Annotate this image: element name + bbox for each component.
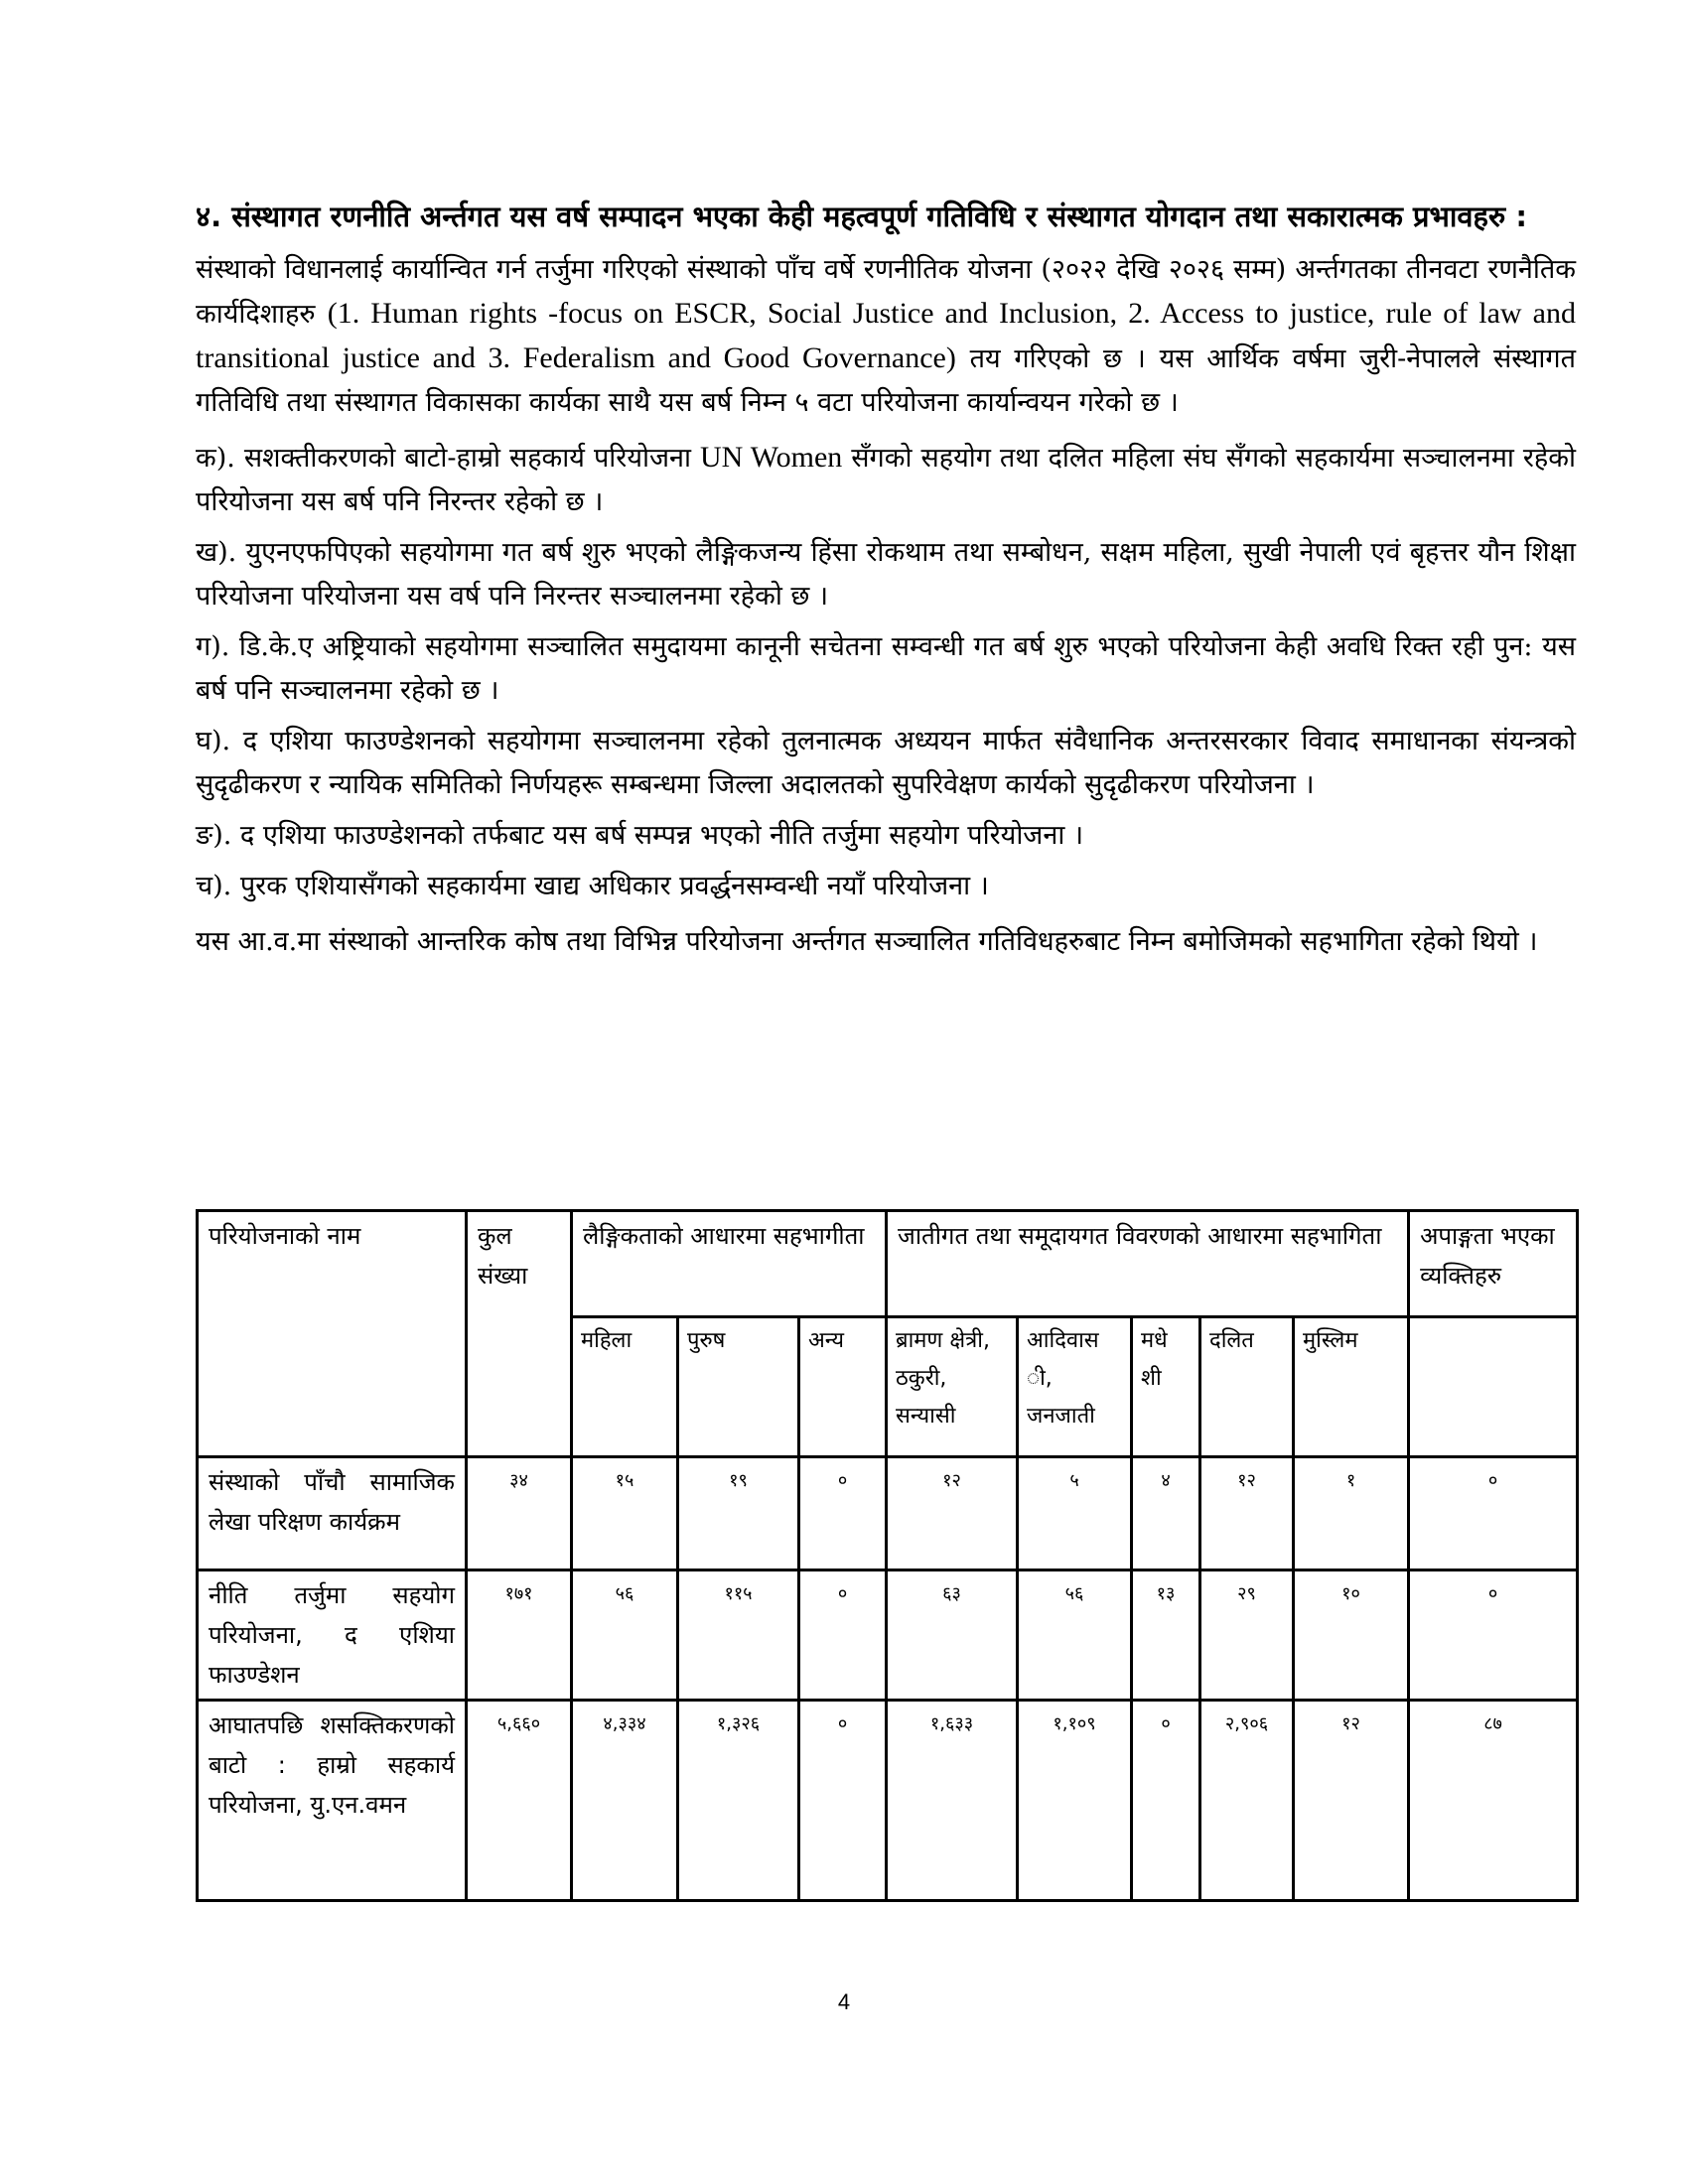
cell-total: ३४ — [467, 1457, 572, 1570]
cell-project-name: संस्थाको पाँचौ सामाजिक लेखा परिक्षण कार्यक्रम — [198, 1457, 467, 1570]
cell-muslim: १ — [1294, 1457, 1409, 1570]
project-text: ग). डि.के.ए अष्ट्रियाको सहयोगमा सञ्चालित समुदायमा कानूनी सचेतना सम्वन्धी गत बर्ष शुरु भएको परियोजना केही अवधि रिक्त रही पुन: यस बर्ष पनि सञ्चालनमा रहेको छ । — [196, 631, 1576, 706]
cell-brahmin: १२ — [887, 1457, 1018, 1570]
document-body — [196, 195, 1576, 975]
intro-text-part1: संस्थाको विधानलाई कार्यान्वित गर्न तर्जुमा गरिएको संस्थाको पाँच वर्षे रणनीतिक योजना (२०२२ देखि २०२६ सम्म) अर्न्तगतका तीनवटा रणनैतिक कार्यदिशाहरु — [196, 254, 1576, 330]
cell-muslim: १२ — [1294, 1701, 1409, 1901]
cell-disability: ८७ — [1409, 1701, 1578, 1901]
cell-brahmin: १,६३३ — [887, 1701, 1018, 1901]
header-caste-group: जातीगत तथा समूदायगत विवरणको आधारमा सहभागिता — [887, 1211, 1409, 1317]
cell-madhesi: ० — [1132, 1701, 1200, 1901]
intro-paragraph — [196, 248, 1576, 425]
cell-adibasi: ५६ — [1018, 1570, 1132, 1701]
cell-female: ४,३३४ — [572, 1701, 678, 1901]
cell-project-name: आघातपछि शसक्तिकरणको बाटो : हाम्रो सहकार्य परियोजना, यु.एन.वमन — [198, 1701, 467, 1901]
cell-total: १७१ — [467, 1570, 572, 1701]
section-heading: ४. संस्थागत रणनीति अर्न्तगत यस वर्ष सम्पादन भएका केही महत्वपूर्ण गतिविधि र संस्थागत योगदान तथा सकारात्मक प्रभावहरु : — [196, 200, 1527, 233]
cell-other: ० — [799, 1701, 887, 1901]
intro-text-part2: तय गरिएको छ । यस आर्थिक वर्षमा जुरी-नेपालले संस्थागत गतिविधि तथा संस्थागत विकासका कार्यका साथै यस बर्ष निम्न ५ वटा परियोजना कार्यान्वयन गरेको छ । — [196, 343, 1576, 418]
project-item-kha — [196, 531, 1576, 618]
cell-total: ५,६६० — [467, 1701, 572, 1901]
subheader-other: अन्य — [799, 1317, 887, 1457]
cell-male: १९ — [678, 1457, 799, 1570]
project-text: क). सशक्तीकरणको बाटो-हाम्रो सहकार्य परियोजना — [196, 443, 700, 474]
cell-male: ११५ — [678, 1570, 799, 1701]
cell-madhesi: १३ — [1132, 1570, 1200, 1701]
project-text: च). पुरक एशियासँगको सहकार्यमा खाद्य अधिकार प्रवर्द्धनसम्वन्धी नयाँ परियोजना । — [196, 871, 989, 901]
table-row — [198, 1570, 1578, 1701]
cell-dalit: १२ — [1200, 1457, 1294, 1570]
header-disability: अपाङ्गता भएका व्यक्तिहरु — [1409, 1211, 1578, 1317]
table-intro-paragraph: यस आ.व.मा संस्थाको आन्तरिक कोष तथा विभिन्न परियोजना अर्न्तगत सञ्चालित गतिविधहरुबाट निम्न बमोजिमको सहभागिता रहेको थियो । — [196, 926, 1538, 957]
table-row — [198, 1701, 1578, 1901]
subheader-female: महिला — [572, 1317, 678, 1457]
project-text: ङ). द एशिया फाउण्डेशनको तर्फबाट यस बर्ष सम्पन्न भएको नीति तर्जुमा सहयोग परियोजना । — [196, 820, 1084, 851]
subheader-disability-empty — [1409, 1317, 1578, 1457]
header-gender-group: लैङ्गिकताको आधारमा सहभागीता — [572, 1211, 887, 1317]
project-item-cha — [196, 865, 1576, 908]
table-header-row — [198, 1211, 1578, 1317]
subheader-adibasi-janajati: आदिवास ी, जनजाती — [1018, 1317, 1132, 1457]
cell-other: ० — [799, 1570, 887, 1701]
project-text-suffix: सँगको सहयोग तथा दलित महिला संघ सँगको सहकार्यमा सञ्चालनमा रहेको परियोजना यस बर्ष पनि निरन्तर रहेको छ । — [196, 443, 1576, 517]
cell-madhesi: ४ — [1132, 1457, 1200, 1570]
cell-muslim: १० — [1294, 1570, 1409, 1701]
cell-female: १५ — [572, 1457, 678, 1570]
cell-disability: ० — [1409, 1457, 1578, 1570]
project-item-ga — [196, 625, 1576, 713]
table-row — [198, 1457, 1578, 1570]
subheader-brahmin-chhetri: ब्रामण क्षेत्री, ठकुरी, सन्यासी — [887, 1317, 1018, 1457]
project-item-gha — [196, 720, 1576, 807]
intro-english-directions: (1. Human rights -focus on ESCR, Social Justice and Inclusion, 2. Access to justice, rule of law and transitional justice and 3. Federalism and Good Governance) — [196, 297, 1576, 374]
cell-female: ५६ — [572, 1570, 678, 1701]
project-item-ka — [196, 436, 1576, 524]
cell-other: ० — [799, 1457, 887, 1570]
cell-project-name: नीति तर्जुमा सहयोग परियोजना, द एशिया फाउण्डेशन — [198, 1570, 467, 1701]
project-text: ख). युएनएफपिएको सहयोगमा गत बर्ष शुरु भएको लैङ्गिकजन्य हिंसा रोकथाम तथा सम्बोधन, सक्षम महिला, सुखी नेपाली एवं बृहत्तर यौन शिक्षा परियोजना परियोजना यस वर्ष पनि निरन्तर सञ्चालनमा रहेको छ । — [196, 537, 1576, 612]
subheader-muslim: मुस्लिम — [1294, 1317, 1409, 1457]
cell-adibasi: १,१०९ — [1018, 1701, 1132, 1901]
project-text: घ). द एशिया फाउण्डेशनको सहयोगमा सञ्चालनमा रहेको तुलनात्मक अध्ययन मार्फत संवैधानिक अन्तरसरकार विवाद समाधानका संयन्त्रको सुदृढीकरण र न्यायिक समितिको निर्णयहरू सम्बन्धमा जिल्ला अदालतको सुपरिवेक्षण कार्यको सुदृढीकरण परियोजना । — [196, 726, 1576, 800]
cell-dalit: २,९०६ — [1200, 1701, 1294, 1901]
project-english-text: UN Women — [700, 441, 843, 474]
cell-brahmin: ६३ — [887, 1570, 1018, 1701]
subheader-dalit: दलित — [1200, 1317, 1294, 1457]
project-item-nga — [196, 814, 1576, 858]
cell-adibasi: ५ — [1018, 1457, 1132, 1570]
subheader-madhesi: मधे शी — [1132, 1317, 1200, 1457]
page-number: 4 — [837, 1989, 851, 2014]
subheader-male: पुरुष — [678, 1317, 799, 1457]
header-total: कुल संख्या — [467, 1211, 572, 1457]
cell-male: १,३२६ — [678, 1701, 799, 1901]
participation-table — [196, 1209, 1579, 1902]
cell-dalit: २९ — [1200, 1570, 1294, 1701]
cell-disability: ० — [1409, 1570, 1578, 1701]
header-project-name: परियोजनाको नाम — [198, 1211, 467, 1457]
